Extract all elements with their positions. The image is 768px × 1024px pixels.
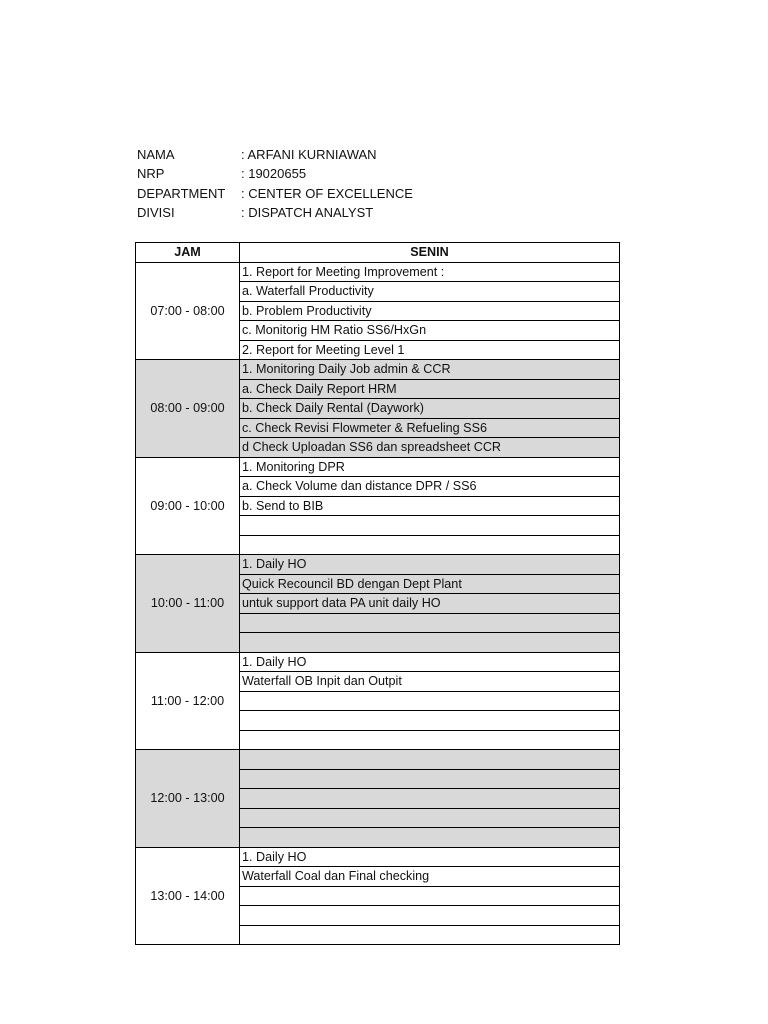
activity-cell: untuk support data PA unit daily HO xyxy=(240,594,620,614)
info-value: : ARFANI KURNIAWAN xyxy=(241,147,377,162)
activity-cell xyxy=(240,691,620,711)
activity-cell xyxy=(240,633,620,653)
activity-cell: a. Check Daily Report HRM xyxy=(240,379,620,399)
activity-cell xyxy=(240,613,620,633)
time-slot: 08:00 - 09:00 xyxy=(136,360,240,458)
activity-cell: 1. Report for Meeting Improvement : xyxy=(240,262,620,282)
activity-cell: a. Waterfall Productivity xyxy=(240,282,620,302)
activity-cell xyxy=(240,886,620,906)
schedule-body xyxy=(136,262,620,945)
jam-header: JAM xyxy=(136,243,240,263)
activity-cell: Quick Recouncil BD dengan Dept Plant xyxy=(240,574,620,594)
activity-cell: Waterfall OB Inpit dan Outpit xyxy=(240,672,620,692)
info-row xyxy=(137,203,413,222)
activity-cell: Waterfall Coal dan Final checking xyxy=(240,867,620,887)
time-slot: 10:00 - 11:00 xyxy=(136,555,240,653)
schedule-header-row xyxy=(136,243,620,263)
employee-info xyxy=(137,145,413,222)
schedule-row xyxy=(136,555,620,575)
activity-cell xyxy=(240,711,620,731)
info-value: : DISPATCH ANALYST xyxy=(241,204,374,220)
activity-cell: c. Check Revisi Flowmeter & Refueling SS6 xyxy=(240,418,620,438)
activity-cell: d Check Uploadan SS6 dan spreadsheet CCR xyxy=(240,438,620,458)
activity-cell xyxy=(240,789,620,809)
time-slot: 09:00 - 10:00 xyxy=(136,457,240,555)
activity-cell xyxy=(240,906,620,926)
time-slot: 07:00 - 08:00 xyxy=(136,262,240,360)
info-value: : CENTER OF EXCELLENCE xyxy=(241,185,413,201)
schedule-row xyxy=(136,750,620,770)
schedule-row xyxy=(136,457,620,477)
activity-cell xyxy=(240,808,620,828)
activity-cell: b. Check Daily Rental (Daywork) xyxy=(240,399,620,419)
info-row xyxy=(137,184,413,203)
activity-cell: 1. Daily HO xyxy=(240,847,620,867)
activity-cell xyxy=(240,925,620,945)
time-slot: 11:00 - 12:00 xyxy=(136,652,240,750)
schedule-row xyxy=(136,360,620,380)
info-row xyxy=(137,145,413,164)
day-header: SENIN xyxy=(240,243,620,263)
activity-cell: 2. Report for Meeting Level 1 xyxy=(240,340,620,360)
activity-cell: a. Check Volume dan distance DPR / SS6 xyxy=(240,477,620,497)
activity-cell xyxy=(240,769,620,789)
info-label: NRP xyxy=(137,166,165,182)
schedule-row xyxy=(136,652,620,672)
info-label: NAMA xyxy=(137,147,175,162)
info-label: DEPARTMENT xyxy=(137,185,226,201)
activity-cell: b. Send to BIB xyxy=(240,496,620,516)
activity-cell xyxy=(240,535,620,555)
activity-cell xyxy=(240,516,620,536)
info-row xyxy=(137,164,413,183)
activity-cell xyxy=(240,828,620,848)
activity-cell: 1. Daily HO xyxy=(240,652,620,672)
activity-cell: 1. Monitoring DPR xyxy=(240,457,620,477)
info-label: DIVISI xyxy=(137,204,175,220)
schedule-row xyxy=(136,262,620,282)
activity-cell: c. Monitorig HM Ratio SS6/HxGn xyxy=(240,321,620,341)
activity-cell: 1. Daily HO xyxy=(240,555,620,575)
activity-cell xyxy=(240,750,620,770)
activity-cell: b. Problem Productivity xyxy=(240,301,620,321)
activity-cell: 1. Monitoring Daily Job admin & CCR xyxy=(240,360,620,380)
schedule-row xyxy=(136,847,620,867)
time-slot: 12:00 - 13:00 xyxy=(136,750,240,848)
schedule-table xyxy=(135,242,620,945)
time-slot: 13:00 - 14:00 xyxy=(136,847,240,945)
activity-cell xyxy=(240,730,620,750)
info-value: : 19020655 xyxy=(241,166,307,182)
